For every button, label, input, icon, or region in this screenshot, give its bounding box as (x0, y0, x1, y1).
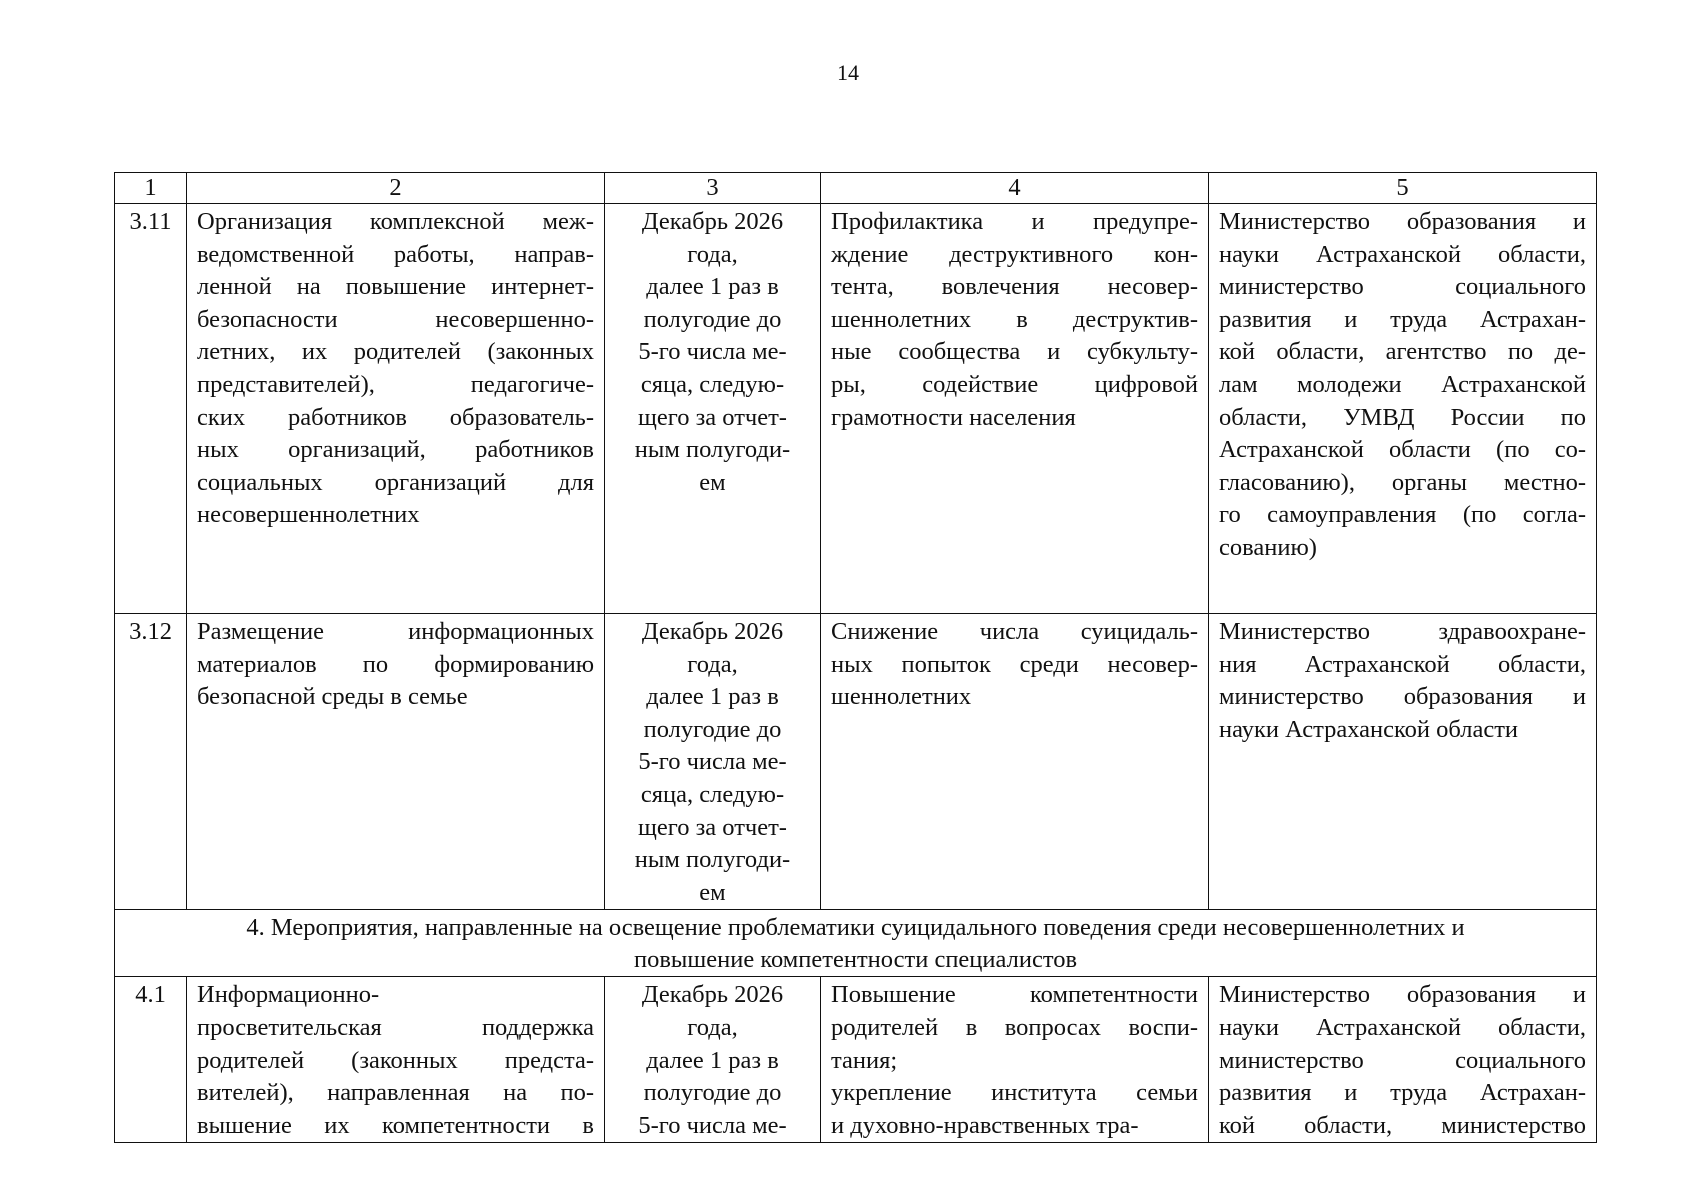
text-line: Министерство образования и (1219, 208, 1586, 235)
text-line: и духовно-нравственных тра- (831, 1111, 1139, 1139)
text-line: Декабрь 2026 (641, 981, 784, 1009)
text-line: 5-го числа ме- (638, 1111, 787, 1139)
text-line: просветительская поддержка (197, 1013, 594, 1041)
responsible-cell (1209, 204, 1597, 614)
text-line: укрепление института семьи (831, 1079, 1198, 1107)
deadline-cell (605, 977, 821, 1143)
text-line: Информационно- (197, 981, 380, 1009)
text-line: безопасности несовершенно- (197, 305, 594, 333)
text-line: го самоуправления (по согла- (1219, 501, 1586, 529)
text-line: далее 1 раз в (646, 683, 779, 711)
deadline-cell (605, 204, 821, 614)
header-col-2: 2 (187, 173, 605, 204)
text-line: представителей), педагогиче- (197, 370, 594, 398)
text-line: ния Астраханской области, (1219, 650, 1586, 678)
text-line: науки Астраханской области, (1219, 1013, 1586, 1041)
text-line: ем (699, 468, 726, 496)
table-row (115, 204, 1597, 614)
text-line: шеннолетних (831, 683, 972, 711)
text-line: щего за отчет- (638, 813, 787, 841)
text-line: ные сообщества и субкульту- (831, 338, 1198, 366)
text-line: грамотности населения (831, 403, 1076, 431)
text-line: родителей (законных предста- (197, 1046, 594, 1074)
text-line: Профилактика и предупре- (831, 208, 1198, 235)
activity-cell (187, 977, 605, 1143)
action-plan-table (114, 172, 1597, 1143)
header-col-3: 3 (605, 173, 821, 204)
text-line: Министерство здравоохране- (1219, 618, 1586, 645)
text-line: ных организаций, работников (197, 436, 594, 464)
text-line: года, (687, 240, 738, 268)
row-number: 3.11 (115, 204, 187, 614)
page-number: 14 (837, 60, 859, 85)
text-line: тания; (831, 1046, 898, 1074)
responsible-cell (1209, 977, 1597, 1143)
text-line: министерство образования и (1219, 683, 1586, 711)
text-line: полугодие до (643, 1079, 782, 1107)
text-line: Размещение информационных (197, 618, 594, 645)
text-line: ры, содействие цифровой (831, 370, 1198, 398)
text-line: развития и труда Астрахан- (1219, 305, 1586, 333)
text-line: ских работников образователь- (197, 403, 594, 431)
text-line: ждение деструктивного кон- (831, 240, 1198, 268)
text-line: щего за отчет- (638, 403, 787, 431)
text-line: безопасной среды в семье (197, 683, 468, 711)
header-col-4: 4 (821, 173, 1209, 204)
text-line: министерство социального (1219, 273, 1586, 301)
text-line: родителей в вопросах воспи- (831, 1013, 1198, 1041)
text-line: вышение их компетентности в (197, 1111, 594, 1139)
result-cell (821, 204, 1209, 614)
text-line: года, (687, 1013, 738, 1041)
text-line: ем (699, 878, 726, 906)
text-line: Организация комплексной меж- (197, 208, 594, 235)
row-number: 3.12 (115, 614, 187, 910)
text-line: Снижение числа суицидаль- (831, 618, 1198, 645)
table-row (115, 614, 1597, 910)
deadline-cell (605, 614, 821, 910)
text-line: социальных организаций для (197, 468, 594, 496)
text-line: кой области, агентство по де- (1219, 338, 1586, 366)
text-line: шеннолетних в деструктив- (831, 305, 1198, 333)
text-line: лам молодежи Астраханской (1219, 370, 1586, 398)
header-col-1: 1 (115, 173, 187, 204)
text-line: области, УМВД России по (1219, 403, 1586, 431)
text-line: науки Астраханской области, (1219, 240, 1586, 268)
section-row (115, 910, 1597, 977)
text-line: Астраханской области (по со- (1219, 436, 1586, 464)
text-line: далее 1 раз в (646, 1046, 779, 1074)
text-line: летних, их родителей (законных (197, 338, 594, 366)
text-line: Декабрь 2026 (641, 618, 784, 645)
table-header-row (115, 173, 1597, 204)
text-line: повышение компетентности специалистов (633, 946, 1078, 974)
activity-cell (187, 614, 605, 910)
result-cell (821, 614, 1209, 910)
header-col-5: 5 (1209, 173, 1597, 204)
text-line: Декабрь 2026 (641, 208, 784, 235)
text-line: Повышение компетентности (831, 981, 1198, 1009)
responsible-cell (1209, 614, 1597, 910)
text-line: сованию) (1219, 533, 1317, 561)
text-line: гласованию), органы местно- (1219, 468, 1586, 496)
text-line: года, (687, 650, 738, 678)
text-line: ных попыток среди несовер- (831, 650, 1198, 678)
activity-cell (187, 204, 605, 614)
section-heading (115, 910, 1597, 977)
text-line: 4. Мероприятия, направленные на освещение проблематики суицидального поведения среди несовершеннолетних и (246, 914, 1465, 942)
text-line: кой области, министерство (1219, 1111, 1586, 1139)
text-line: полугодие до (643, 715, 782, 743)
text-line: вителей), направленная на по- (197, 1079, 594, 1107)
text-line: развития и труда Астрахан- (1219, 1079, 1586, 1107)
text-line: полугодие до (643, 305, 782, 333)
text-line: науки Астраханской области (1219, 715, 1519, 743)
text-line: ведомственной работы, направ- (197, 240, 594, 268)
text-line: далее 1 раз в (646, 273, 779, 301)
text-line: ленной на повышение интернет- (197, 273, 594, 301)
text-line: тента, вовлечения несовер- (831, 273, 1198, 301)
text-line: ным полугоди- (634, 846, 791, 874)
text-line: 5-го числа ме- (638, 338, 787, 366)
text-line: материалов по формированию (197, 650, 594, 678)
table-row (115, 977, 1597, 1143)
text-line: сяца, следую- (640, 780, 785, 808)
text-line: 5-го числа ме- (638, 748, 787, 776)
text-line: Министерство образования и (1219, 981, 1586, 1009)
text-line: ным полугоди- (634, 436, 791, 464)
text-line: сяца, следую- (640, 370, 785, 398)
result-cell (821, 977, 1209, 1143)
text-line: несовершеннолетних (197, 501, 420, 529)
text-line: министерство социального (1219, 1046, 1586, 1074)
row-number: 4.1 (115, 977, 187, 1143)
